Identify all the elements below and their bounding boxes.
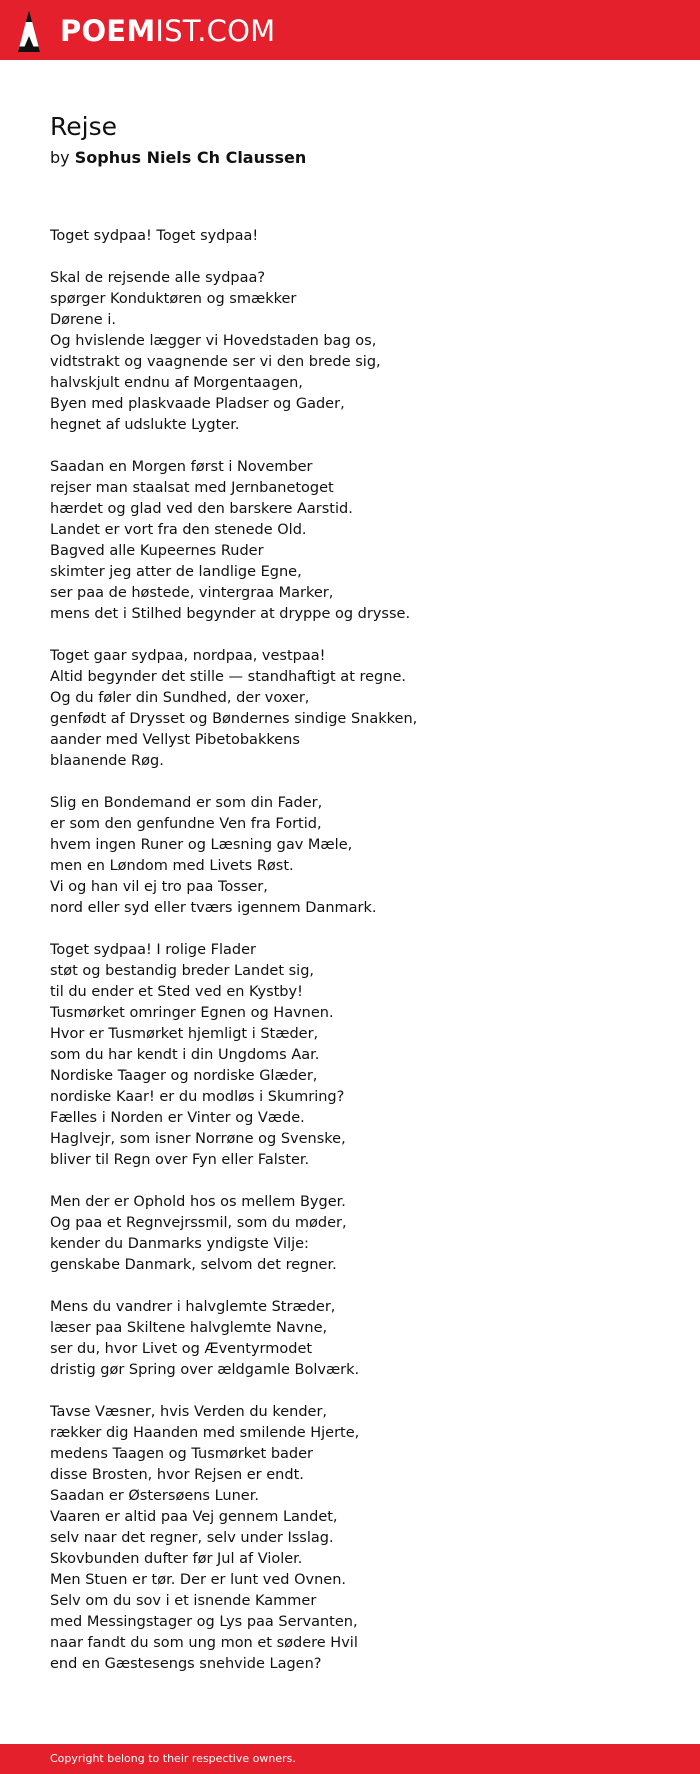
poem-line: Bagved alle Kupeernes Ruder (50, 543, 264, 559)
poem-stanza (50, 1402, 670, 1675)
poem-line: Tavse Væsner, hvis Verden du kender, (50, 1404, 328, 1420)
poem-line: bliver til Regn over Fyn eller Falster. (50, 1152, 310, 1168)
poem-stanza (50, 1297, 670, 1381)
poem-stanza (50, 1192, 670, 1276)
poem-line: Vaaren er altid paa Vej gennem Landet, (50, 1509, 338, 1525)
poem-line: rejser man staalsat med Jernbanetoget (50, 480, 334, 496)
poem-line: Fælles i Norden er Vinter og Væde. (50, 1110, 305, 1126)
poem-byline (50, 148, 670, 168)
poem-author: Sophus Niels Ch Claussen (74, 148, 307, 167)
poem-line: Tusmørket omringer Egnen og Havnen. (50, 1005, 334, 1021)
poem-content (50, 112, 670, 1696)
poem-line: er som den genfundne Ven fra Fortid, (50, 816, 322, 832)
logo-wordmark-light: IST.COM (155, 13, 276, 48)
poem-line: Saadan er Østersøens Luner. (50, 1488, 259, 1504)
site-logo-text (60, 13, 276, 48)
poem-line: Mens du vandrer i halvglemte Stræder, (50, 1299, 336, 1315)
poem-line: Og du føler din Sundhed, der voxer, (50, 690, 310, 706)
poem-line: Vi og han vil ej tro paa Tosser, (50, 879, 268, 895)
poem-line: Toget sydpaa! Toget sydpaa! (50, 228, 259, 244)
poem-line: Toget gaar sydpaa, nordpaa, vestpaa! (50, 648, 326, 664)
poem-line: rækker dig Haanden med smilende Hjerte, (50, 1425, 360, 1441)
poem-line: Byen med plaskvaade Pladser og Gader, (50, 396, 345, 412)
poem-line: aander med Vellyst Pibetobakkens (50, 732, 300, 748)
poem-title: Rejse (50, 112, 117, 141)
poem-line: mens det i Stilhed begynder at dryppe og drysse. (50, 606, 411, 622)
poem-line: disse Brosten, hvor Rejsen er endt. (50, 1467, 304, 1483)
poem-line: ser paa de høstede, vintergraa Marker, (50, 585, 334, 601)
poem-line: naar fandt du som ung mon et sødere Hvil (50, 1635, 358, 1651)
poem-line: selv naar det regner, selv under Isslag. (50, 1530, 334, 1546)
poem-line: Haglvejr, som isner Norrøne og Svenske, (50, 1131, 346, 1147)
poem-line: hærdet og glad ved den barskere Aarstid. (50, 501, 353, 517)
poem-line: Dørene i. (50, 312, 116, 328)
poem-line: med Messingstager og Lys paa Servanten, (50, 1614, 358, 1630)
poem-line: til du ender et Sted ved en Kystby! (50, 984, 303, 1000)
poem-line: kender du Danmarks yndigste Vilje: (50, 1236, 309, 1252)
poem-line: medens Taagen og Tusmørket bader (50, 1446, 313, 1462)
poem-line: spørger Konduktøren og smækker (50, 291, 297, 307)
poem-line: Toget sydpaa! I rolige Flader (50, 942, 256, 958)
copyright-text: Copyright belong to their respective owners. (50, 1752, 296, 1765)
poem-stanza (50, 793, 670, 919)
poem-line: Og paa et Regnvejrssmil, som du møder, (50, 1215, 347, 1231)
poem-line: Nordiske Taager og nordiske Glæder, (50, 1068, 318, 1084)
poem-line: Slig en Bondemand er som din Fader, (50, 795, 323, 811)
poem-line: Selv om du sov i et isnende Kammer (50, 1593, 317, 1609)
poem-line: genskabe Danmark, selvom det regner. (50, 1257, 337, 1273)
site-header (0, 0, 700, 60)
poem-line: Og hvislende lægger vi Hovedstaden bag os, (50, 333, 377, 349)
poem-line: hvem ingen Runer og Læsning gav Mæle, (50, 837, 353, 853)
poem-line: Men Stuen er tør. Der er lunt ved Ovnen. (50, 1572, 346, 1588)
poem-line: dristig gør Spring over ældgamle Bolværk. (50, 1362, 360, 1378)
by-label: by (50, 148, 70, 167)
poem-line: blaanende Røg. (50, 753, 164, 769)
poem-line: hegnet af udslukte Lygter. (50, 417, 240, 433)
poem-line: Altid begynder det stille — standhaftigt at regne. (50, 669, 406, 685)
poem-stanza (50, 226, 670, 247)
poem-line: støt og bestandig breder Landet sig, (50, 963, 315, 979)
poem-line: men en Løndom med Livets Røst. (50, 858, 294, 874)
poem-line: nord eller syd eller tværs igennem Danmark. (50, 900, 377, 916)
poem-stanza (50, 457, 670, 625)
poem-line: Skal de rejsende alle sydpaa? (50, 270, 266, 286)
poem-line: læser paa Skiltene halvglemte Navne, (50, 1320, 328, 1336)
poem-line: Hvor er Tusmørket hjemligt i Stæder, (50, 1026, 319, 1042)
poem-line: ser du, hvor Livet og Æventyrmodet (50, 1341, 313, 1357)
site-logo-link[interactable] (16, 8, 275, 54)
poem-line: end en Gæstesengs snehvide Lagen? (50, 1656, 322, 1672)
poem-line: genfødt af Drysset og Bøndernes sindige Snakken, (50, 711, 418, 727)
poem-line: skimter jeg atter de landlige Egne, (50, 564, 302, 580)
poem-stanza (50, 940, 670, 1171)
poem-line: vidtstrakt og vaagnende ser vi den brede sig, (50, 354, 381, 370)
poem-line: Saadan en Morgen først i November (50, 459, 313, 475)
poem-line: halvskjult endnu af Morgentaagen, (50, 375, 303, 391)
logo-wordmark-bold: POEM (60, 13, 156, 48)
poem-line: Landet er vort fra den stenede Old. (50, 522, 307, 538)
poem-line: nordiske Kaar! er du modløs i Skumring? (50, 1089, 345, 1105)
poem-stanza (50, 268, 670, 436)
poem-stanza (50, 646, 670, 772)
pencil-tip-icon (16, 9, 42, 53)
poem-line: Skovbunden dufter før Jul af Violer. (50, 1551, 303, 1567)
site-footer (0, 1744, 700, 1774)
poem-line: som du har kendt i din Ungdoms Aar. (50, 1047, 320, 1063)
poem-body (50, 226, 670, 1675)
poem-line: Men der er Ophold hos os mellem Byger. (50, 1194, 346, 1210)
